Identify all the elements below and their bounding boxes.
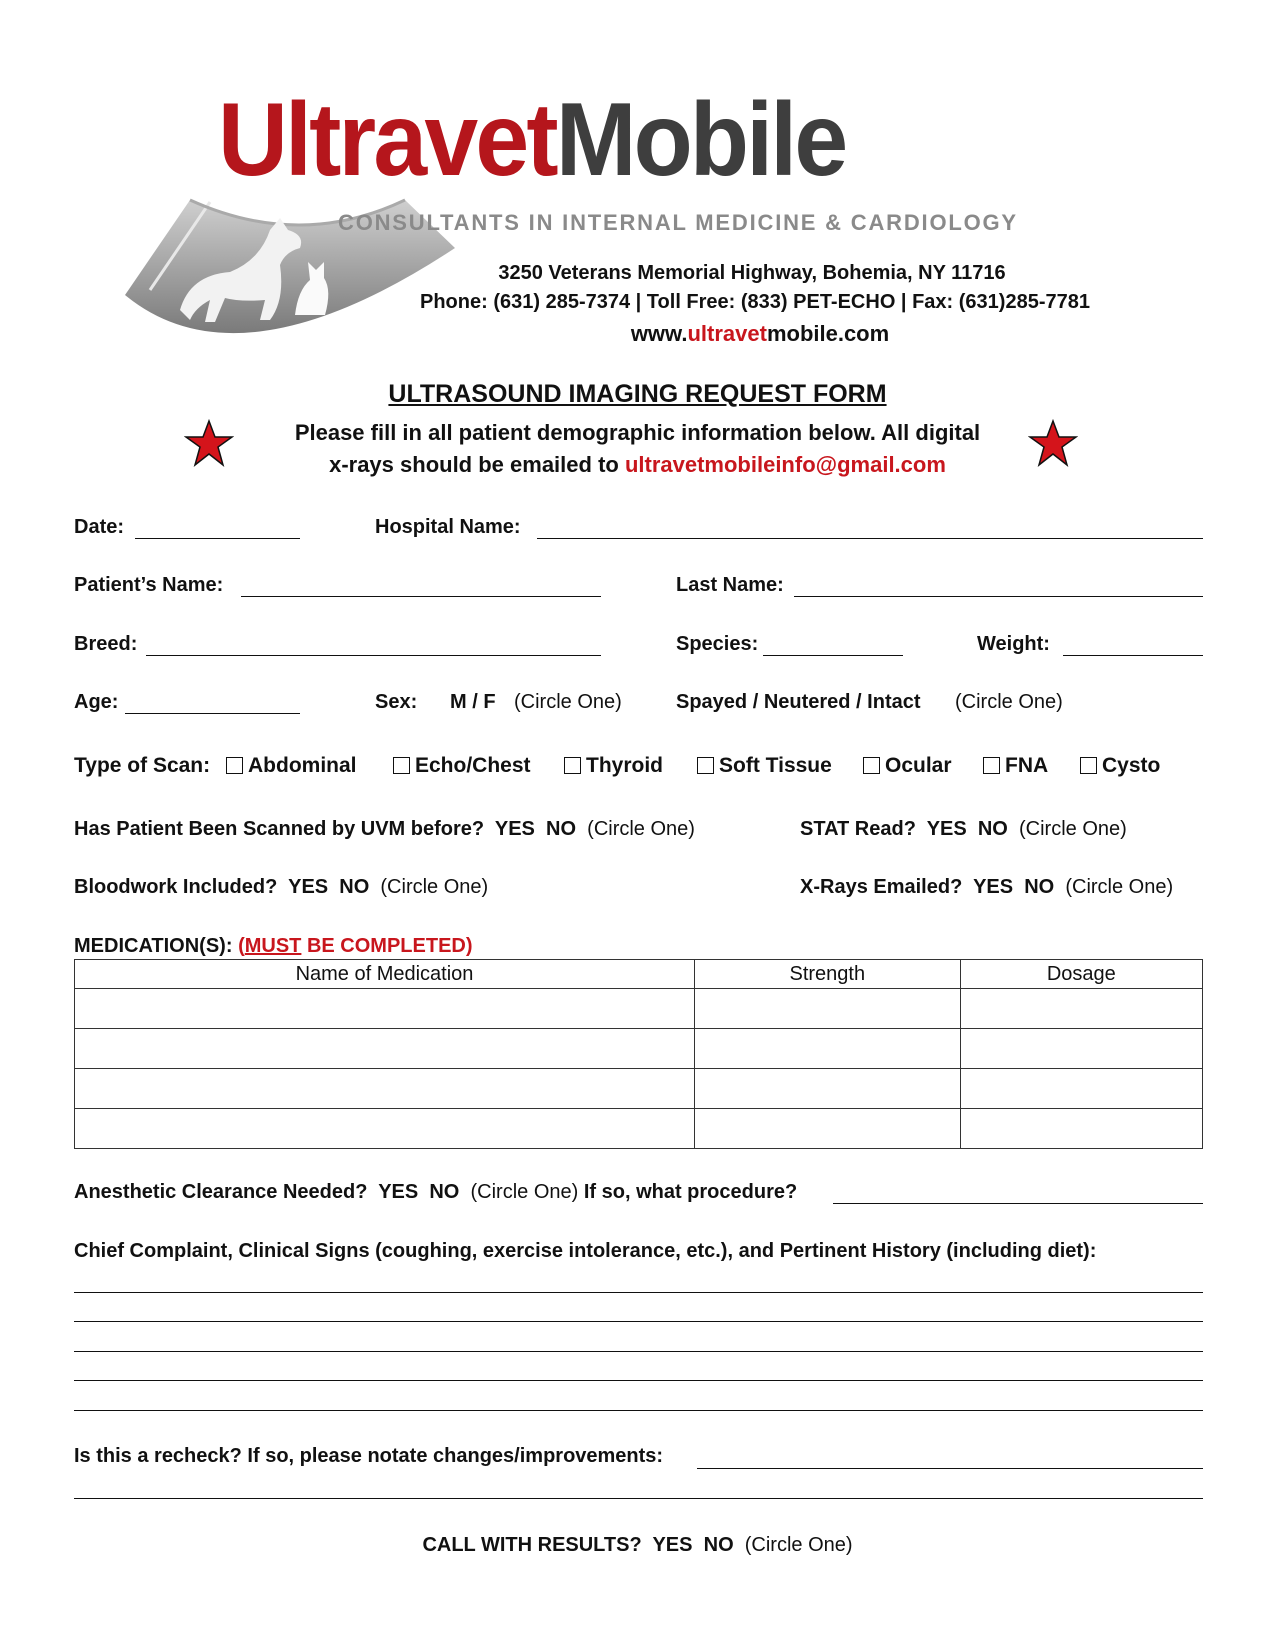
complaint-line[interactable] (74, 1380, 1203, 1381)
brand-wordmark-mobile: Mobile (555, 82, 846, 198)
scan-option-echo-chest[interactable]: Echo/Chest (393, 754, 531, 778)
column-header: Name of Medication (75, 960, 695, 989)
procedure-field[interactable] (833, 1203, 1203, 1204)
medications-table (74, 959, 1203, 1149)
table-cell[interactable] (695, 989, 961, 1029)
recheck-field[interactable] (697, 1468, 1203, 1469)
instruction-line-2 (0, 452, 1275, 478)
last-name-label: Last Name: (676, 574, 784, 596)
table-row (75, 989, 1203, 1029)
scan-type-label: Type of Scan: (74, 754, 211, 777)
table-row (75, 1029, 1203, 1069)
website-suffix: mobile.com (766, 321, 890, 346)
table-cell[interactable] (75, 1029, 695, 1069)
stat-read-question[interactable]: STAT Read? YES NO (Circle One) (800, 818, 1127, 840)
complaint-line[interactable] (74, 1410, 1203, 1411)
table-row (75, 1069, 1203, 1109)
scan-option-ocular[interactable]: Ocular (863, 754, 952, 778)
column-header: Dosage (960, 960, 1202, 989)
recheck-label: Is this a recheck? If so, please notate changes/improvements: (74, 1445, 664, 1467)
scan-option-fna[interactable]: FNA (983, 754, 1048, 778)
table-row (75, 1109, 1203, 1149)
table-header-row (75, 960, 1203, 989)
hospital-name-label: Hospital Name: (375, 516, 521, 538)
table-cell[interactable] (695, 1109, 961, 1149)
scan-option-thyroid[interactable]: Thyroid (564, 754, 663, 778)
scan-option-cysto[interactable]: Cysto (1080, 754, 1160, 778)
table-cell[interactable] (960, 1069, 1202, 1109)
complaint-line[interactable] (74, 1351, 1203, 1352)
address: 3250 Veterans Memorial Highway, Bohemia, NY 11716 (498, 262, 1006, 284)
table-cell[interactable] (695, 1029, 961, 1069)
hospital-name-field[interactable] (537, 538, 1203, 539)
age-label: Age: (74, 691, 119, 713)
breed-field[interactable] (146, 655, 601, 656)
table-cell[interactable] (75, 1069, 695, 1109)
xrays-emailed-question[interactable]: X-Rays Emailed? YES NO (Circle One) (800, 876, 1174, 898)
complaint-line[interactable] (74, 1292, 1203, 1293)
checkbox-icon[interactable] (697, 757, 714, 774)
weight-field[interactable] (1063, 655, 1203, 656)
anesthetic-question[interactable]: Anesthetic Clearance Needed? YES NO (Circle One) If so, what procedure? (74, 1181, 798, 1203)
checkbox-icon[interactable] (393, 757, 410, 774)
contact-email[interactable]: ultravetmobileinfo@gmail.com (624, 452, 946, 477)
sex-label: Sex: (375, 691, 418, 713)
spay-options[interactable]: Spayed / Neutered / Intact (676, 691, 921, 713)
breed-label: Breed: (74, 633, 138, 655)
scanned-before-question[interactable]: Has Patient Been Scanned by UVM before? YES NO (Circle One) (74, 818, 695, 840)
checkbox-icon[interactable] (983, 757, 1000, 774)
call-with-results-question[interactable]: CALL WITH RESULTS? YES NO (Circle One) (422, 1534, 853, 1556)
date-field[interactable] (135, 538, 300, 539)
sex-circle-one: (Circle One) (514, 691, 622, 713)
column-header: Strength (695, 960, 961, 989)
spay-circle-one: (Circle One) (955, 691, 1063, 713)
form-title: ULTRASOUND IMAGING REQUEST FORM (388, 380, 887, 408)
bloodwork-question[interactable]: Bloodwork Included? YES NO (Circle One) (74, 876, 489, 898)
website-brand: ultravet (687, 321, 767, 346)
checkbox-icon[interactable] (564, 757, 581, 774)
table-cell[interactable] (960, 1109, 1202, 1149)
chief-complaint-label: Chief Complaint, Clinical Signs (coughing, exercise intolerance, etc.), and Pertinent History (including diet): (74, 1240, 1097, 1262)
table-cell[interactable] (75, 989, 695, 1029)
table-cell[interactable] (75, 1109, 695, 1149)
brand-wordmark-ultravet: Ultravet (218, 82, 556, 198)
patient-name-label: Patient’s Name: (74, 574, 224, 596)
species-label: Species: (676, 633, 759, 655)
age-field[interactable] (125, 713, 300, 714)
table-cell[interactable] (695, 1069, 961, 1109)
patient-name-field[interactable] (241, 596, 601, 597)
sex-options[interactable]: M / F (450, 691, 496, 713)
brand-tagline: CONSULTANTS IN INTERNAL MEDICINE & CARDIOLOGY (338, 210, 1018, 235)
scan-option-soft-tissue[interactable]: Soft Tissue (697, 754, 832, 778)
last-name-field[interactable] (794, 596, 1203, 597)
must-complete-note: (MUST BE COMPLETED) (238, 935, 473, 957)
date-label: Date: (74, 516, 125, 538)
checkbox-icon[interactable] (1080, 757, 1097, 774)
weight-label: Weight: (977, 633, 1050, 655)
scan-option-abdominal[interactable]: Abdominal (226, 754, 357, 778)
complaint-line[interactable] (74, 1321, 1203, 1322)
instruction-line-1: Please fill in all patient demographic information below. All digital (294, 420, 981, 445)
species-field[interactable] (763, 655, 903, 656)
checkbox-icon[interactable] (226, 757, 243, 774)
brand-wordmark (218, 82, 846, 198)
recheck-line[interactable] (74, 1498, 1203, 1499)
website-prefix: www. (630, 321, 688, 346)
website[interactable] (560, 321, 960, 347)
phone-numbers: Phone: (631) 285-7374 | Toll Free: (833) PET-ECHO | Fax: (631)285-7781 (420, 291, 1090, 313)
table-cell[interactable] (960, 1029, 1202, 1069)
checkbox-icon[interactable] (863, 757, 880, 774)
table-cell[interactable] (960, 989, 1202, 1029)
medications-label: MEDICATION(S): (MUST BE COMPLETED) (74, 935, 473, 957)
instruction-text: x-rays should be emailed to (329, 452, 625, 477)
